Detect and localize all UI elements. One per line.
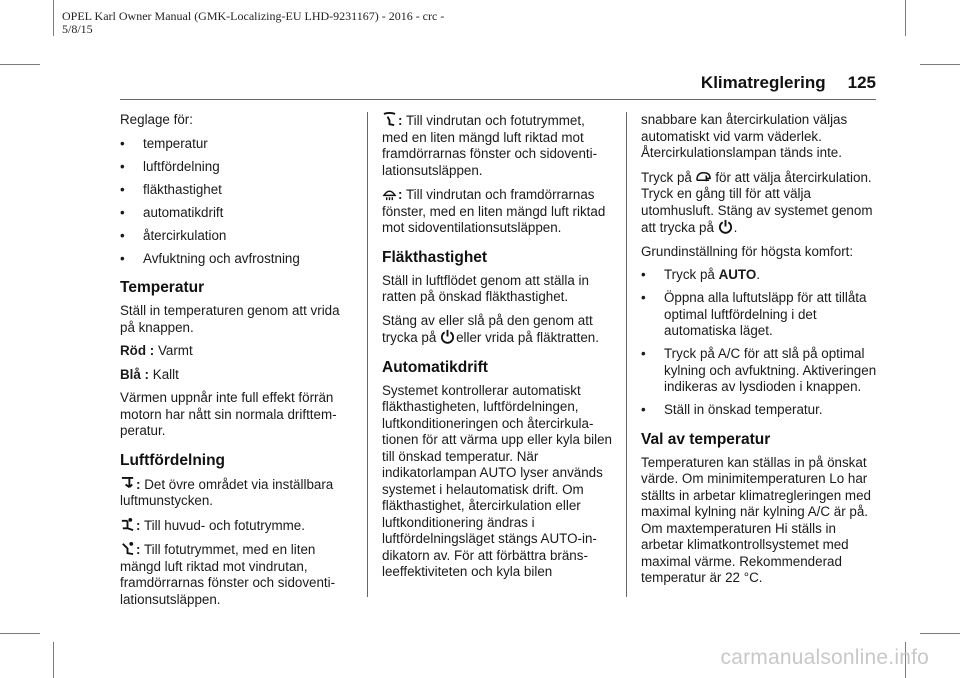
bullet: • [120,181,125,197]
crop-mark [905,0,906,36]
heading-val-av-temperatur: Val av temperatur [641,430,771,448]
list-item: • Tryck på A/C för att slå på optimal kylning och avfuktning. Aktiveringen indikeras av lysdioden i knappen. [641,346,877,394]
crop-mark [920,633,960,634]
power-icon [440,329,455,344]
crop-mark [53,0,54,36]
paragraph: : Till vindrutan och framdörrarnas fönster, med en liten mängd luft riktad mot sidoventilationsutsläppen. [382,187,606,235]
crop-mark [53,642,54,678]
bullet: • [641,402,646,417]
list-item: • fläkthastighet [120,181,222,197]
list-item: • Tryck på AUTO. [641,267,761,282]
paragraph: Grundinställning för högsta komfort: [641,243,854,259]
paragraph: Stäng av eller slå på den genom att trycka på eller vrida på fläktratten. [382,312,599,345]
running-head [701,73,876,93]
bullet: • [641,267,646,282]
crop-mark [920,64,960,65]
red-setting: Röd : Varmt [120,343,193,358]
paragraph: Ställ in temperaturen genom att vrida på knappen. [120,303,340,335]
power-icon [718,219,733,234]
crop-mark [0,64,40,65]
bullet: • [120,158,125,174]
heading-automatikdrift: Automatikdrift [382,358,488,376]
column-1 [120,112,352,615]
column-2 [382,112,614,588]
controls-intro: Reglage för: [120,112,193,127]
paragraph: : Till vindrutan och fotutrymmet, med en liten mängd luft riktad mot framdörrarnas fönster och sidoventilationsutsläppen. [382,113,598,178]
paragraph: : Det övre området via inställbara luftmunstycken. [120,476,334,508]
paragraph: Temperaturen kan ställas in på önskat värde. Om minimitemperaturen Lo har ställts in arbetar klimatregleringen med maximal kylning när kylning A/C är på. Om maxtemperaturen Hi ställs in arbetar klimatkontrollsystemet med maximal värme. Rekommenderad temperatur är 22 °C. [641,454,871,585]
blue-setting: Blå : Kallt [120,366,179,382]
column-divider [626,112,627,597]
heading-temperatur: Temperatur [120,279,205,296]
paragraph: Tryck på för att välja återcirkulation. Tryck en gång till för att välja utomhusluft. Stäng av systemet genom att trycka på . [641,169,873,235]
bullet: • [641,346,646,361]
document-id-line: OPEL Karl Owner Manual (GMK-Localizing-EU LHD-9231167) - 2016 - crc - [62,9,445,23]
list-item: • automatikdrift [120,204,224,220]
vent-windscreen-foot-icon [382,112,397,127]
list-item: • luftfördelning [120,158,220,174]
heading-flakthastighet: Fläkthastighet [382,248,488,266]
header-rule [120,99,876,100]
defrost-icon [382,186,397,201]
column-3 [641,112,877,594]
bullet: • [120,204,125,220]
paragraph: snabbare kan återcirkulation väljas automatiskt vid varm väderlek. Återcirkulationslampan tänds inte. [641,112,848,160]
list-item: • temperatur [120,135,208,151]
page-number: 125 [847,73,876,92]
crop-mark [0,633,40,634]
list-item: • Öppna alla luftutsläpp för att tillåta optimal luftfördelning i det automatiska läget. [641,290,867,338]
paragraph: Ställ in luftflödet genom att ställa in ratten på önskad fläkthastighet. [382,272,589,304]
document-header [62,10,522,36]
column-divider [367,112,368,597]
paragraph: Systemet kontrollerar automatiskt fläkthastigheten, luftfördelningen, luftkonditioneringen och återcirkulationen för att värma upp eller kyla bilen till önskad temperatur. När indikatorlampan AUTO lyser används systemet i helautomatisk drift. Om fläkthastighet, återcirkulation eller luftkonditionering ändras i luftfördelningsläget stängs AUTO-indikatorn av. För att förbättra bränsleeffektiviteten och kyla bilen [382,382,612,579]
watermark: carmanualsonline.info [720,646,929,669]
paragraph: Värmen uppnår inte full effekt förrän motorn har nått sin normala drifttemperatur. [120,390,337,438]
list-item: • återcirkulation [120,227,227,243]
recirculation-icon [696,169,711,184]
vent-foot-icon [120,541,135,556]
paragraph: : Till fotutrymmet, med en liten mängd luft riktad mot vindrutan, framdörrarnas fönster och sidoventilationsutsläppen. [120,542,336,607]
section-title: Klimatreglering [700,73,826,92]
bullet: • [120,135,125,151]
document-date-line: 5/8/15 [62,22,93,36]
bullet: • [641,290,646,305]
vent-upper-icon [120,476,135,491]
list-item: • Ställ in önskad temperatur. [641,402,823,417]
bullet: • [120,227,125,243]
vent-head-foot-icon [120,517,135,532]
list-item: • Avfuktning och avfrostning [120,250,300,266]
paragraph: : Till huvud- och fotutrymme. [120,517,352,535]
bullet: • [120,250,125,266]
heading-luftfordelning: Luftfördelning [120,451,226,469]
